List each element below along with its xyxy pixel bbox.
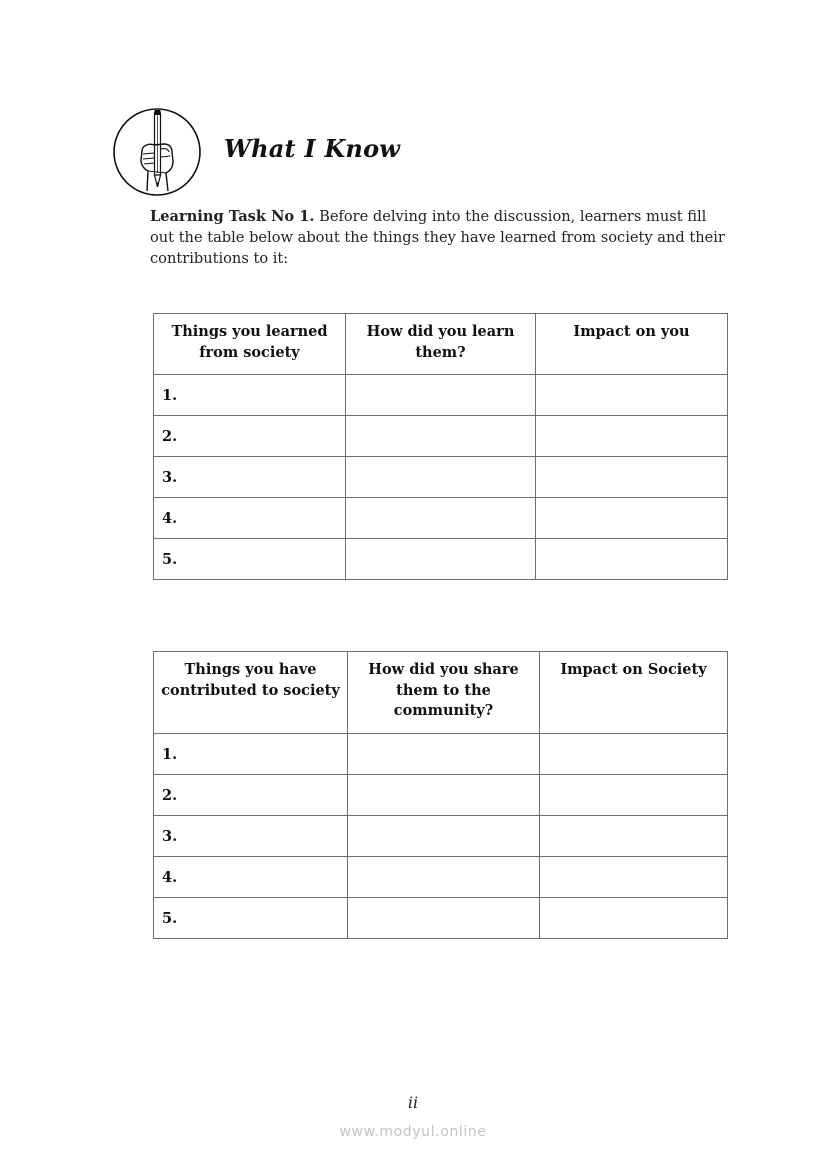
table-row [154,416,728,457]
table-header-row [154,314,728,375]
section-title: What I Know [224,134,401,163]
task-instructions [150,206,730,269]
row-number[interactable]: 1. [154,734,348,775]
hand-holding-pencil-icon [112,107,202,197]
table-row [154,375,728,416]
how-shared-cell[interactable] [348,898,540,939]
how-shared-cell[interactable] [348,734,540,775]
how-shared-cell[interactable] [348,775,540,816]
how-learned-cell[interactable] [346,457,536,498]
column-header-how-shared: How did you share them to the community? [348,652,540,734]
impact-cell[interactable] [540,816,728,857]
impact-cell[interactable] [540,775,728,816]
impact-cell[interactable] [540,898,728,939]
table-row [154,498,728,539]
row-number[interactable]: 2. [154,775,348,816]
column-header-impact-on-society: Impact on Society [540,652,728,734]
how-learned-cell[interactable] [346,498,536,539]
row-number[interactable]: 4. [154,498,346,539]
column-header-things-learned: Things you learned from society [154,314,346,375]
impact-cell[interactable] [540,734,728,775]
how-learned-cell[interactable] [346,539,536,580]
table-row [154,816,728,857]
row-number[interactable]: 5. [154,898,348,939]
how-shared-cell[interactable] [348,857,540,898]
watermark: www.modyul.online [339,1124,487,1140]
column-header-things-contributed: Things you have contributed to society [154,652,348,734]
contributed-to-society-table [153,651,728,939]
table-row [154,734,728,775]
row-number[interactable]: 2. [154,416,346,457]
row-number[interactable]: 1. [154,375,346,416]
table-row [154,898,728,939]
row-number[interactable]: 3. [154,816,348,857]
row-number[interactable]: 3. [154,457,346,498]
impact-cell[interactable] [536,457,728,498]
impact-cell[interactable] [536,375,728,416]
how-learned-cell[interactable] [346,375,536,416]
table-row [154,457,728,498]
how-learned-cell[interactable] [346,416,536,457]
impact-cell[interactable] [540,857,728,898]
column-header-how-learned: How did you learn them? [346,314,536,375]
row-number[interactable]: 5. [154,539,346,580]
impact-cell[interactable] [536,416,728,457]
task-label: Learning Task No 1. [150,208,315,225]
table-row [154,857,728,898]
task-description: Before delving into the discussion, learners must fill out the table below about the things they have learned from society and their contributions to it: [150,208,725,267]
table-row [154,775,728,816]
table-header-row [154,652,728,734]
impact-cell[interactable] [536,498,728,539]
table-row [154,539,728,580]
learned-from-society-table [153,313,728,580]
impact-cell[interactable] [536,539,728,580]
how-shared-cell[interactable] [348,816,540,857]
row-number[interactable]: 4. [154,857,348,898]
page-number: ii [407,1093,419,1112]
column-header-impact-on-you: Impact on you [536,314,728,375]
